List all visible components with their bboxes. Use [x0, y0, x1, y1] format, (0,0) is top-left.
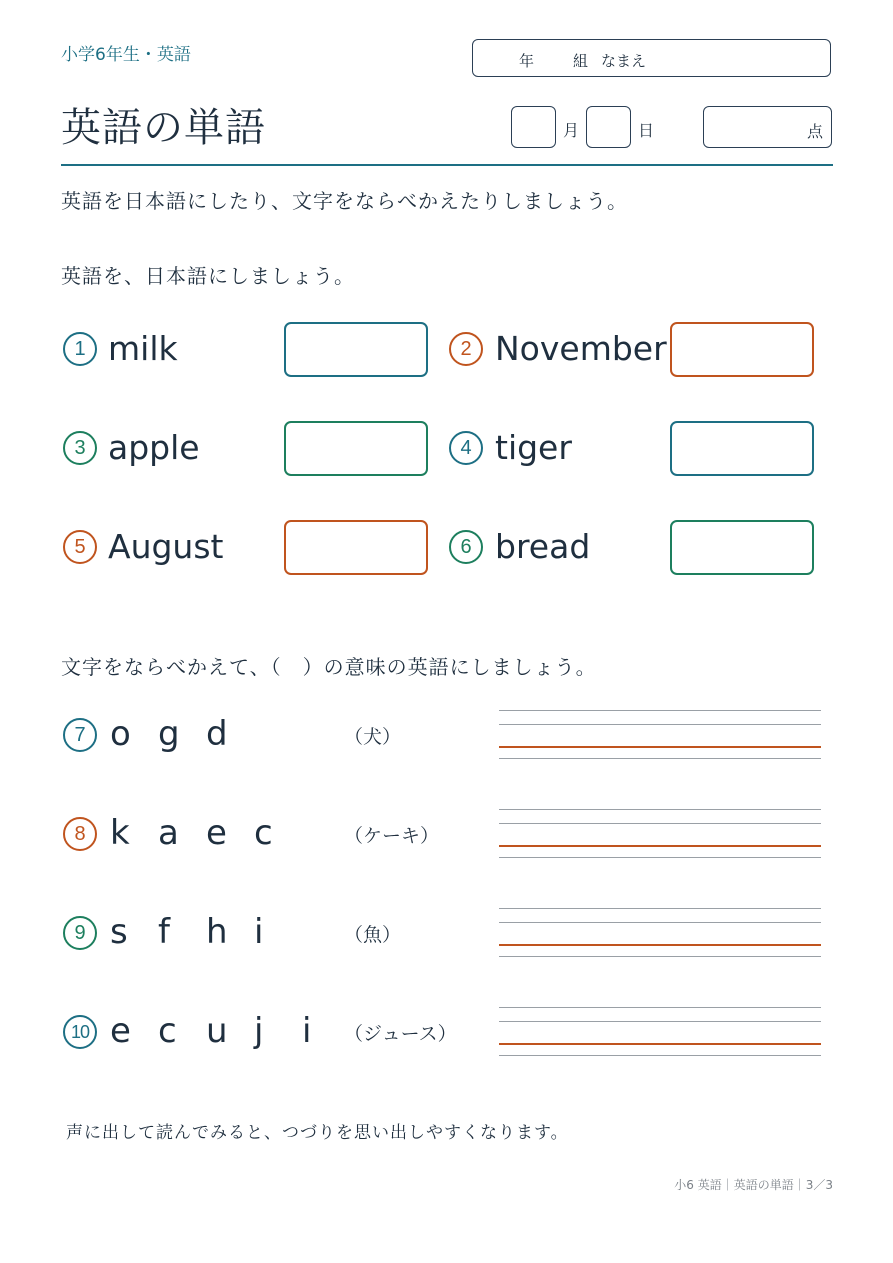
letter: i — [302, 1011, 312, 1051]
letter: c — [254, 813, 273, 853]
study-tip: 声に出して読んでみると、つづりを思い出しやすくなります。 — [66, 1123, 569, 1143]
answer-writing-area[interactable] — [499, 906, 821, 960]
question-number: 10 — [63, 1015, 97, 1049]
name-class-label: 組 — [573, 52, 589, 70]
score-label: 点 — [806, 122, 823, 141]
name-year-label: 年 — [519, 52, 535, 70]
scrambled-letters — [110, 1011, 350, 1051]
meaning-hint: （犬） — [344, 726, 402, 748]
name-label: なまえ — [601, 52, 647, 70]
answer-box[interactable] — [670, 421, 814, 476]
section2-instruction: 文字をならべかえて、（ ）の意味の英語にしましょう。 — [61, 655, 597, 679]
month-label: 月 — [563, 121, 580, 140]
day-label: 日 — [638, 121, 655, 140]
meaning-hint: （ケーキ） — [344, 825, 440, 847]
letter: e — [206, 813, 227, 853]
question-number: 1 — [63, 332, 97, 366]
answer-box[interactable] — [670, 322, 814, 377]
answer-writing-area[interactable] — [499, 807, 821, 861]
question-number: 7 — [63, 718, 97, 752]
page-footer: 小6 英語｜英語の単語｜3／3 — [674, 1178, 833, 1192]
day-box[interactable] — [586, 106, 631, 148]
question-number: 8 — [63, 817, 97, 851]
letter: g — [158, 714, 180, 754]
meaning-hint: （ジュース） — [344, 1023, 457, 1045]
intro-text: 英語を日本語にしたり、文字をならべかえたりしましょう。 — [61, 189, 628, 213]
letter: s — [110, 912, 128, 952]
letter: o — [110, 714, 131, 754]
page-title: 英語の単語 — [61, 105, 266, 151]
letter: k — [110, 813, 130, 853]
scrambled-letters — [110, 714, 254, 754]
grade-label: 小学6年生・英語 — [61, 45, 191, 65]
letter: d — [206, 714, 228, 754]
name-field[interactable] — [472, 39, 831, 77]
question-number: 6 — [449, 530, 483, 564]
letter: j — [254, 1011, 264, 1051]
month-box[interactable] — [511, 106, 556, 148]
question-number: 4 — [449, 431, 483, 465]
letter: a — [158, 813, 179, 853]
question-number: 9 — [63, 916, 97, 950]
question-number: 5 — [63, 530, 97, 564]
question-number: 3 — [63, 431, 97, 465]
answer-box[interactable] — [284, 520, 428, 575]
header-divider — [61, 164, 833, 166]
scrambled-letters — [110, 813, 302, 853]
english-word: bread — [495, 527, 591, 566]
english-word: August — [108, 527, 224, 566]
answer-box[interactable] — [670, 520, 814, 575]
letter: h — [206, 912, 228, 952]
score-box[interactable] — [703, 106, 832, 148]
letter: e — [110, 1011, 131, 1051]
letter: i — [254, 912, 264, 952]
letter: c — [158, 1011, 177, 1051]
answer-writing-area[interactable] — [499, 1005, 821, 1059]
english-word: milk — [108, 329, 178, 368]
answer-writing-area[interactable] — [499, 708, 821, 762]
question-number: 2 — [449, 332, 483, 366]
section1-instruction: 英語を、日本語にしましょう。 — [61, 264, 355, 288]
meaning-hint: （魚） — [344, 924, 402, 946]
english-word: November — [495, 329, 667, 368]
letter: f — [158, 912, 170, 952]
letter: u — [206, 1011, 228, 1051]
answer-box[interactable] — [284, 421, 428, 476]
answer-box[interactable] — [284, 322, 428, 377]
scrambled-letters — [110, 912, 302, 952]
english-word: apple — [108, 428, 200, 467]
english-word: tiger — [495, 428, 572, 467]
